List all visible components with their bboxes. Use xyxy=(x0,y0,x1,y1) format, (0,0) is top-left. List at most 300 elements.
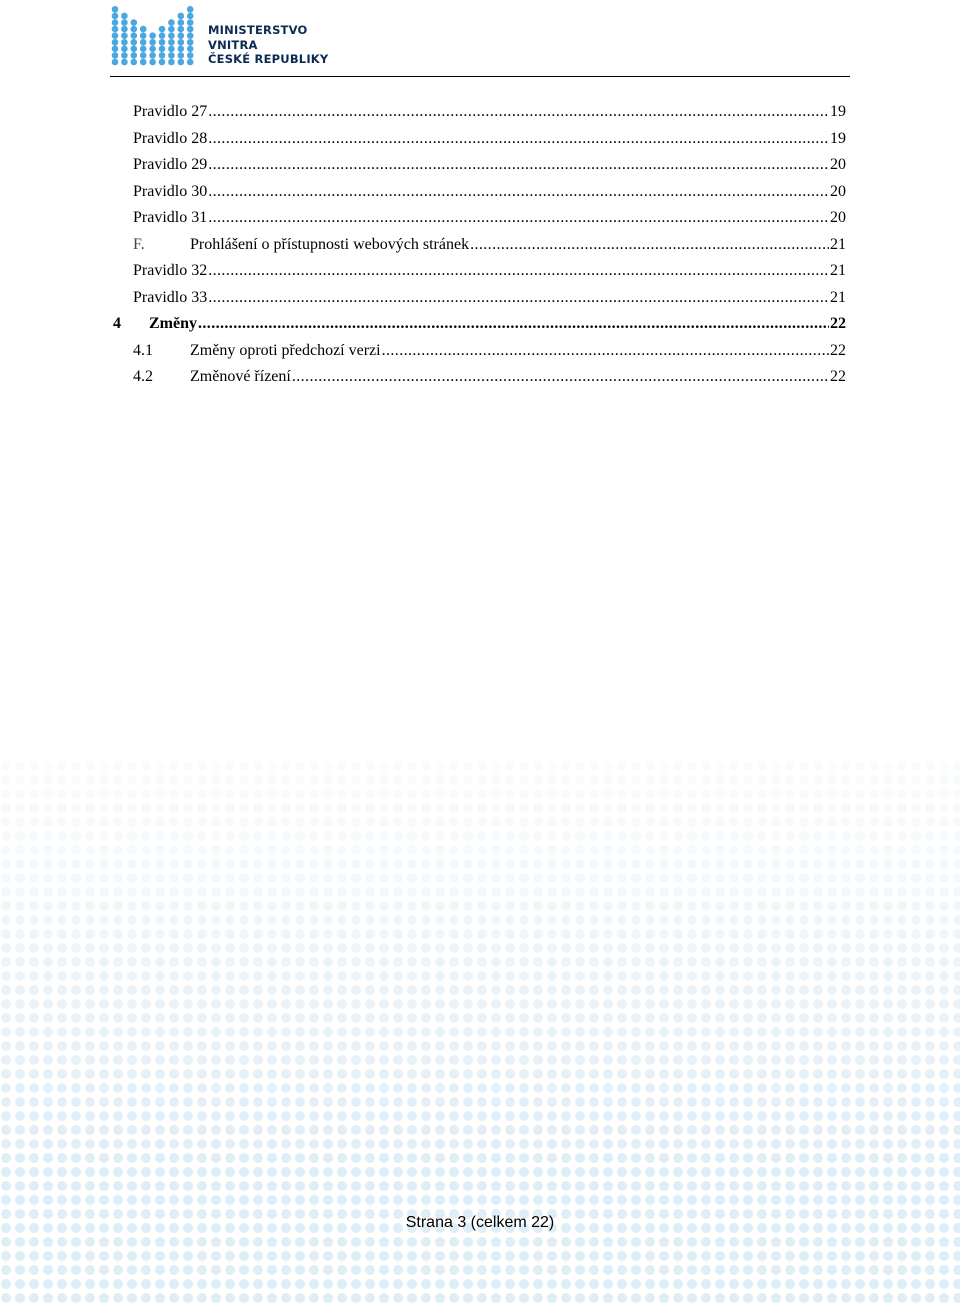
watermark-dot xyxy=(71,1069,81,1079)
watermark-dot xyxy=(883,999,893,1009)
toc-entry[interactable] xyxy=(113,368,846,395)
watermark-dot xyxy=(897,859,907,869)
watermark-dot xyxy=(211,1195,221,1205)
watermark-dot xyxy=(589,1181,599,1191)
watermark-dot xyxy=(533,1111,543,1121)
watermark-dot xyxy=(785,1069,795,1079)
watermark-dot xyxy=(267,1097,277,1107)
watermark-dot xyxy=(519,901,529,911)
watermark-dot xyxy=(155,957,165,967)
watermark-dot xyxy=(211,775,221,785)
watermark-dot xyxy=(561,957,571,967)
watermark-dot xyxy=(239,1251,249,1261)
watermark-dot xyxy=(799,1293,809,1303)
watermark-dot xyxy=(127,1055,137,1065)
watermark-dot xyxy=(645,929,655,939)
watermark-dot xyxy=(659,943,669,953)
watermark-dot xyxy=(253,775,263,785)
watermark-dot xyxy=(575,1293,585,1303)
watermark-dot xyxy=(687,915,697,925)
watermark-dot xyxy=(15,887,25,897)
watermark-dot xyxy=(449,1237,459,1247)
watermark-dot xyxy=(519,1167,529,1177)
logo-dot xyxy=(178,26,185,33)
logo-dot xyxy=(149,52,156,59)
watermark-dot xyxy=(15,1265,25,1275)
watermark-dot xyxy=(29,831,39,841)
watermark-dot xyxy=(365,1293,375,1303)
watermark-dot xyxy=(771,901,781,911)
watermark-dot xyxy=(491,1181,501,1191)
watermark-dot xyxy=(701,1153,711,1163)
watermark-dot xyxy=(57,929,67,939)
watermark-dot xyxy=(365,915,375,925)
watermark-dot xyxy=(197,999,207,1009)
watermark-dot xyxy=(687,775,697,785)
watermark-dot xyxy=(645,1167,655,1177)
watermark-dot xyxy=(141,873,151,883)
watermark-dot xyxy=(127,1293,137,1303)
watermark-dot xyxy=(729,1265,739,1275)
watermark-dot xyxy=(323,859,333,869)
watermark-dot xyxy=(673,1041,683,1051)
watermark-dot xyxy=(701,1139,711,1149)
watermark-dot xyxy=(701,1055,711,1065)
watermark-dot xyxy=(939,971,949,981)
watermark-dot xyxy=(757,999,767,1009)
watermark-dot xyxy=(827,1279,837,1289)
watermark-dot xyxy=(575,929,585,939)
watermark-dot xyxy=(127,789,137,799)
toc-entry[interactable] xyxy=(113,209,846,236)
watermark-dot xyxy=(701,1251,711,1261)
watermark-dot xyxy=(197,943,207,953)
watermark-dot xyxy=(505,1027,515,1037)
watermark-dot xyxy=(757,803,767,813)
logo-dot xyxy=(131,59,138,66)
watermark-dot xyxy=(211,817,221,827)
watermark-dot xyxy=(589,845,599,855)
watermark-dot xyxy=(603,859,613,869)
watermark-dot xyxy=(925,1069,935,1079)
watermark-dot xyxy=(855,999,865,1009)
watermark-dot xyxy=(407,1195,417,1205)
watermark-dot xyxy=(225,817,235,827)
watermark-dot xyxy=(561,915,571,925)
watermark-dot xyxy=(183,999,193,1009)
watermark-dot xyxy=(127,1251,137,1261)
watermark-dot xyxy=(155,1111,165,1121)
watermark-dot xyxy=(631,1181,641,1191)
watermark-dot xyxy=(197,901,207,911)
watermark-dot xyxy=(155,887,165,897)
watermark-dot xyxy=(883,789,893,799)
toc-entry-title: Pravidlo 27 xyxy=(133,103,208,120)
watermark-dot xyxy=(351,1013,361,1023)
watermark-dot xyxy=(197,1279,207,1289)
watermark-dot xyxy=(519,859,529,869)
watermark-dot xyxy=(771,1153,781,1163)
watermark-dot xyxy=(477,859,487,869)
watermark-dot xyxy=(869,887,879,897)
watermark-dot xyxy=(15,1111,25,1121)
watermark-dot xyxy=(659,1083,669,1093)
watermark-dot xyxy=(869,1041,879,1051)
watermark-dot xyxy=(673,1251,683,1261)
watermark-dot xyxy=(141,761,151,771)
watermark-dot xyxy=(197,789,207,799)
watermark-dot xyxy=(449,817,459,827)
logo-dot xyxy=(112,32,119,39)
watermark-dot xyxy=(533,1041,543,1051)
logo-dot xyxy=(121,59,128,66)
watermark-dot xyxy=(57,1237,67,1247)
watermark-dot xyxy=(99,1181,109,1191)
watermark-dot xyxy=(799,887,809,897)
watermark-dot xyxy=(85,761,95,771)
watermark-dot xyxy=(379,1167,389,1177)
watermark-dot xyxy=(365,873,375,883)
watermark-dot xyxy=(841,915,851,925)
watermark-dot xyxy=(351,887,361,897)
watermark-dot xyxy=(281,831,291,841)
watermark-dot xyxy=(449,1013,459,1023)
watermark-dot xyxy=(127,957,137,967)
watermark-dot xyxy=(281,943,291,953)
watermark-dot xyxy=(323,1153,333,1163)
watermark-dot xyxy=(99,1279,109,1289)
watermark-dot xyxy=(197,761,207,771)
watermark-dot xyxy=(687,1237,697,1247)
watermark-dot xyxy=(169,915,179,925)
watermark-dot xyxy=(463,845,473,855)
watermark-dot xyxy=(841,1013,851,1023)
watermark-dot xyxy=(267,957,277,967)
watermark-dot xyxy=(701,775,711,785)
toc-entry[interactable] xyxy=(113,156,846,183)
watermark-dot xyxy=(253,1069,263,1079)
toc-entry[interactable] xyxy=(113,103,846,130)
watermark-dot xyxy=(827,1195,837,1205)
watermark-dot xyxy=(477,1125,487,1135)
watermark-dot xyxy=(141,901,151,911)
toc-entry-number: 4.1 xyxy=(133,341,153,359)
watermark-dot xyxy=(827,1055,837,1065)
watermark-dot xyxy=(561,1041,571,1051)
watermark-dot xyxy=(351,915,361,925)
logo-dot xyxy=(168,19,175,26)
ministry-name-line2: ČESKÉ REPUBLIKY xyxy=(208,52,329,66)
watermark-dot xyxy=(253,1139,263,1149)
watermark-dot xyxy=(729,1027,739,1037)
watermark-dot xyxy=(113,817,123,827)
watermark-dot xyxy=(351,831,361,841)
watermark-dot xyxy=(645,859,655,869)
watermark-dot xyxy=(729,901,739,911)
watermark-dot xyxy=(141,1055,151,1065)
watermark-dot xyxy=(169,1055,179,1065)
watermark-dot xyxy=(561,1195,571,1205)
watermark-dot xyxy=(57,1139,67,1149)
watermark-dot xyxy=(575,1181,585,1191)
watermark-dot xyxy=(323,1237,333,1247)
watermark-dot xyxy=(645,1069,655,1079)
watermark-dot xyxy=(813,1279,823,1289)
watermark-dot xyxy=(57,1027,67,1037)
watermark-dot xyxy=(225,943,235,953)
watermark-dot xyxy=(603,775,613,785)
watermark-dot xyxy=(407,901,417,911)
watermark-dot xyxy=(869,943,879,953)
watermark-dot xyxy=(15,971,25,981)
watermark-dot xyxy=(421,943,431,953)
watermark-dot xyxy=(169,1069,179,1079)
watermark-dot xyxy=(267,985,277,995)
watermark-dot xyxy=(127,1027,137,1037)
watermark-dot xyxy=(799,999,809,1009)
watermark-dot xyxy=(561,1167,571,1177)
watermark-dot xyxy=(43,803,53,813)
watermark-dot xyxy=(617,887,627,897)
watermark-dot xyxy=(197,1251,207,1261)
watermark-dot xyxy=(561,1237,571,1247)
watermark-dot xyxy=(29,887,39,897)
watermark-dot xyxy=(155,789,165,799)
watermark-dot xyxy=(911,775,921,785)
watermark-dot xyxy=(589,831,599,841)
watermark-dot xyxy=(799,1097,809,1107)
watermark-dot xyxy=(547,887,557,897)
watermark-dot xyxy=(813,971,823,981)
watermark-dot xyxy=(715,817,725,827)
watermark-dot xyxy=(855,1111,865,1121)
watermark-dot xyxy=(253,1293,263,1303)
toc-entry-title: Pravidlo 29 xyxy=(133,156,208,173)
watermark-dot xyxy=(421,1055,431,1065)
watermark-dot xyxy=(659,1041,669,1051)
watermark-dot xyxy=(309,1111,319,1121)
watermark-dot xyxy=(183,817,193,827)
watermark-dot xyxy=(645,873,655,883)
watermark-dot xyxy=(491,817,501,827)
watermark-dot xyxy=(309,1279,319,1289)
watermark-dot xyxy=(841,1111,851,1121)
watermark-dot xyxy=(799,957,809,967)
watermark-dot xyxy=(113,831,123,841)
watermark-dot xyxy=(743,873,753,883)
watermark-dot xyxy=(897,1167,907,1177)
watermark-dot xyxy=(393,817,403,827)
watermark-dot xyxy=(799,915,809,925)
watermark-dot xyxy=(379,1279,389,1289)
watermark-dot xyxy=(533,817,543,827)
watermark-dot xyxy=(393,1195,403,1205)
watermark-dot xyxy=(561,873,571,883)
watermark-dot xyxy=(813,803,823,813)
watermark-dot xyxy=(85,929,95,939)
watermark-dot xyxy=(99,803,109,813)
watermark-dot xyxy=(211,1265,221,1275)
watermark-dot xyxy=(617,859,627,869)
watermark-dot xyxy=(771,1195,781,1205)
toc-entry[interactable] xyxy=(113,342,846,369)
watermark-dot xyxy=(71,1097,81,1107)
watermark-dot xyxy=(295,1251,305,1261)
watermark-dot xyxy=(463,1055,473,1065)
watermark-dot xyxy=(925,1195,935,1205)
watermark-dot xyxy=(197,1013,207,1023)
watermark-dot xyxy=(169,1195,179,1205)
watermark-dot xyxy=(617,1111,627,1121)
watermark-dot xyxy=(281,1111,291,1121)
watermark-dot xyxy=(323,1293,333,1303)
watermark-dot xyxy=(267,1111,277,1121)
watermark-dot xyxy=(505,1069,515,1079)
watermark-dot xyxy=(659,1167,669,1177)
watermark-dot xyxy=(883,915,893,925)
logo-dot xyxy=(112,59,119,66)
toc-entry[interactable] xyxy=(113,262,846,289)
toc-entry[interactable] xyxy=(113,183,846,210)
watermark-dot xyxy=(365,859,375,869)
watermark-dot xyxy=(435,845,445,855)
watermark-dot xyxy=(827,1041,837,1051)
watermark-dot xyxy=(561,845,571,855)
watermark-dot xyxy=(29,873,39,883)
watermark-dot xyxy=(603,803,613,813)
watermark-dot xyxy=(477,1279,487,1289)
watermark-dot xyxy=(211,943,221,953)
watermark-dot xyxy=(323,1139,333,1149)
watermark-dot xyxy=(407,1251,417,1261)
watermark-dot xyxy=(841,1279,851,1289)
watermark-dot xyxy=(519,1181,529,1191)
watermark-dot xyxy=(477,887,487,897)
toc-entry[interactable] xyxy=(113,315,846,342)
watermark-dot xyxy=(771,915,781,925)
watermark-dot xyxy=(799,1027,809,1037)
watermark-dot xyxy=(141,1125,151,1135)
watermark-dot xyxy=(421,1027,431,1037)
watermark-dot xyxy=(799,1153,809,1163)
watermark-dot xyxy=(281,761,291,771)
watermark-dot xyxy=(575,845,585,855)
watermark-dot xyxy=(29,1125,39,1135)
watermark-dot xyxy=(659,1111,669,1121)
watermark-dot xyxy=(519,1153,529,1163)
watermark-dot xyxy=(729,1041,739,1051)
watermark-dot xyxy=(407,957,417,967)
toc-entry[interactable] xyxy=(113,130,846,157)
watermark-dot xyxy=(757,1293,767,1303)
watermark-dot xyxy=(99,761,109,771)
watermark-dot xyxy=(351,1083,361,1093)
watermark-dot xyxy=(925,1237,935,1247)
watermark-dot xyxy=(113,1265,123,1275)
watermark-dot xyxy=(631,1013,641,1023)
watermark-dot xyxy=(43,1265,53,1275)
watermark-dot xyxy=(519,789,529,799)
watermark-dot xyxy=(869,1153,879,1163)
watermark-dot xyxy=(99,1265,109,1275)
watermark-dot xyxy=(253,901,263,911)
watermark-dot xyxy=(911,1293,921,1303)
watermark-dot xyxy=(743,761,753,771)
watermark-dot xyxy=(449,901,459,911)
watermark-dot xyxy=(715,775,725,785)
watermark-dot xyxy=(729,1125,739,1135)
watermark-dot xyxy=(295,1293,305,1303)
watermark-dot xyxy=(617,985,627,995)
watermark-dot xyxy=(43,1293,53,1303)
watermark-dot xyxy=(617,957,627,967)
watermark-dot xyxy=(15,1125,25,1135)
watermark-dot xyxy=(589,943,599,953)
watermark-dot xyxy=(925,1097,935,1107)
watermark-dot xyxy=(29,1139,39,1149)
watermark-dot xyxy=(827,803,837,813)
watermark-dot xyxy=(589,1041,599,1051)
watermark-dot xyxy=(267,1041,277,1051)
watermark-dot xyxy=(911,1167,921,1177)
watermark-dot xyxy=(225,1167,235,1177)
watermark-dot xyxy=(603,1279,613,1289)
watermark-dot xyxy=(155,845,165,855)
watermark-dot xyxy=(449,775,459,785)
watermark-dot xyxy=(351,1027,361,1037)
watermark-dot xyxy=(533,1013,543,1023)
watermark-dot xyxy=(99,901,109,911)
watermark-dot xyxy=(939,999,949,1009)
watermark-dot xyxy=(43,873,53,883)
watermark-dot xyxy=(113,1293,123,1303)
watermark-dot xyxy=(281,1153,291,1163)
watermark-dot xyxy=(169,887,179,897)
watermark-dot xyxy=(449,1041,459,1051)
watermark-dot xyxy=(659,1279,669,1289)
watermark-dot xyxy=(281,1139,291,1149)
watermark-dot xyxy=(715,1055,725,1065)
watermark-dot xyxy=(939,1181,949,1191)
watermark-dot xyxy=(197,1195,207,1205)
watermark-dot xyxy=(57,887,67,897)
watermark-dot xyxy=(225,1041,235,1051)
watermark-dot xyxy=(1,943,11,953)
watermark-dot xyxy=(491,1279,501,1289)
watermark-dot xyxy=(113,1139,123,1149)
watermark-dot xyxy=(211,845,221,855)
toc-entry[interactable] xyxy=(113,289,846,316)
watermark-dot xyxy=(603,1111,613,1121)
watermark-dot xyxy=(71,971,81,981)
watermark-dot xyxy=(365,789,375,799)
watermark-dot xyxy=(799,1013,809,1023)
watermark-dot xyxy=(673,1083,683,1093)
watermark-dot xyxy=(883,1069,893,1079)
watermark-dot xyxy=(785,1041,795,1051)
watermark-dot xyxy=(239,1027,249,1037)
watermark-dot xyxy=(29,1265,39,1275)
watermark-dot xyxy=(519,1293,529,1303)
toc-entry[interactable] xyxy=(113,236,846,263)
watermark-dot xyxy=(953,1237,960,1247)
watermark-dot xyxy=(407,887,417,897)
watermark-dot xyxy=(659,1055,669,1065)
watermark-dot xyxy=(855,1041,865,1051)
watermark-dot xyxy=(197,957,207,967)
watermark-dot xyxy=(183,761,193,771)
watermark-dot xyxy=(169,1265,179,1275)
